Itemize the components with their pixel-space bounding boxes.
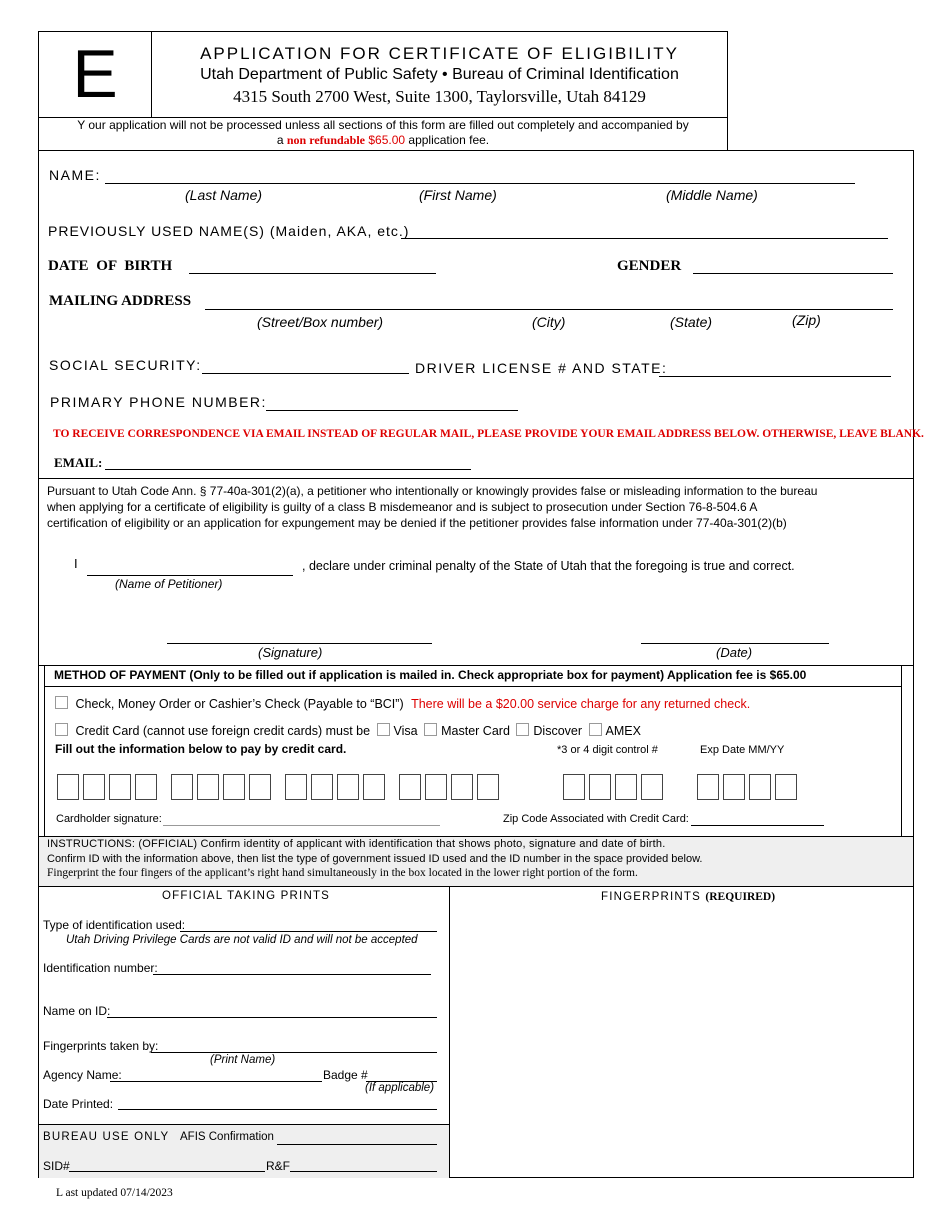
official-header: OFFICIAL TAKING PRINTS: [162, 890, 331, 902]
payment-header-divider: [44, 686, 902, 687]
control-digit-box[interactable]: [615, 774, 637, 800]
fee-amount: $65.00: [368, 133, 406, 147]
card-digit-box[interactable]: [451, 774, 473, 800]
agency-name-label: Agency Name:: [43, 1068, 122, 1082]
exp-digit-box[interactable]: [775, 774, 797, 800]
afis-input[interactable]: [277, 1144, 437, 1145]
declaration-statement: , declare under criminal penalty of the State of Utah that the foregoing is true and correct.: [302, 559, 795, 573]
declaration-i: I: [74, 556, 78, 571]
credit-card-instruction: Fill out the information below to pay by credit card.: [55, 742, 347, 756]
id-validity-note: Utah Driving Privilege Cards are not valid ID and will not be accepted: [66, 934, 418, 946]
card-digit-box[interactable]: [363, 774, 385, 800]
print-name-caption: (Print Name): [210, 1054, 276, 1066]
card-digit-box[interactable]: [337, 774, 359, 800]
check-checkbox[interactable]: [55, 696, 68, 709]
id-number-label: Identification number:: [43, 961, 158, 975]
check-option[interactable]: Check, Money Order or Cashier’s Check (Payable to “BCI”) There will be a $20.00 service charge for any returned check.: [55, 696, 750, 711]
control-number-label: *3 or 4 digit control #: [557, 744, 658, 756]
name-label: NAME:: [49, 167, 101, 183]
previous-names-input[interactable]: [401, 238, 888, 239]
non-refundable-text: non refundable: [286, 133, 366, 147]
card-digit-box[interactable]: [477, 774, 499, 800]
mailing-address-label: MAILING ADDRESS: [49, 293, 192, 309]
driver-license-input[interactable]: [659, 376, 891, 377]
fingerprints-box[interactable]: [449, 886, 914, 1178]
badge-label: Badge #: [323, 1068, 368, 1082]
id-number-input[interactable]: [153, 974, 431, 975]
discover-checkbox[interactable]: [516, 723, 529, 736]
exp-date-label: Exp Date MM/YY: [700, 744, 785, 756]
card-digit-box[interactable]: [425, 774, 447, 800]
credit-card-zip-label: Zip Code Associated with Credit Card:: [503, 813, 689, 825]
driver-license-label: DRIVER LICENSE # AND STATE:: [415, 360, 668, 376]
signature-caption: (Signature): [258, 645, 323, 660]
previous-names-label: PREVIOUSLY USED NAME(S) (Maiden, AKA, etc.): [48, 223, 410, 239]
name-on-id-label: Name on ID:: [43, 1004, 111, 1018]
id-type-label: Type of identification used:: [43, 918, 186, 932]
card-digit-box[interactable]: [197, 774, 219, 800]
petitioner-caption: (Name of Petitioner): [115, 577, 223, 591]
email-notice: TO RECEIVE CORRESPONDENCE VIA EMAIL INSTEAD OF REGULAR MAIL, PLEASE PROVIDE YOUR EMAIL ADDRESS BELOW. OTHERWISE, LEAVE BLANK.: [53, 428, 924, 440]
street-caption: (Street/Box number): [257, 314, 384, 330]
cardholder-signature-input[interactable]: [163, 825, 440, 826]
bureau-use-label: BUREAU USE ONLY: [43, 1131, 170, 1143]
gender-input[interactable]: [693, 273, 893, 274]
state-caption: (State): [670, 314, 713, 330]
fingerprints-required: (REQUIRED): [705, 891, 776, 903]
visa-checkbox[interactable]: [377, 723, 390, 736]
form-letter: E: [72, 36, 118, 112]
mailing-address-input[interactable]: [205, 309, 893, 310]
ssn-input[interactable]: [202, 373, 409, 374]
exp-digit-box[interactable]: [749, 774, 771, 800]
fingerprints-taken-by-input[interactable]: [151, 1052, 437, 1053]
control-digit-box[interactable]: [641, 774, 663, 800]
card-digit-box[interactable]: [57, 774, 79, 800]
email-label: EMAIL:: [54, 455, 103, 470]
control-digit-box[interactable]: [589, 774, 611, 800]
date-printed-input[interactable]: [118, 1109, 437, 1110]
card-digit-box[interactable]: [109, 774, 131, 800]
notice-line-2: a non refundable $65.00 application fee.: [276, 133, 490, 147]
card-digit-box[interactable]: [285, 774, 307, 800]
agency-address: 4315 South 2700 West, Suite 1300, Taylorsville, Utah 84129: [233, 87, 646, 106]
phone-input[interactable]: [266, 410, 518, 411]
credit-card-option[interactable]: Credit Card (cannot use foreign credit cards) must be Visa Master Card Discover AMEX: [55, 723, 641, 738]
date-input[interactable]: [641, 643, 829, 644]
returned-check-warning: There will be a $20.00 service charge for any returned check.: [411, 697, 751, 711]
if-applicable-caption: (If applicable): [365, 1082, 435, 1094]
notice-line-1: Y our application will not be processed unless all sections of this form are filled out completely and accompanied by: [77, 118, 689, 132]
sid-label: SID#: [43, 1159, 70, 1173]
instructions-line-3: Fingerprint the four fingers of the applicant’s right hand simultaneously in the box located in the lower right portion of the form.: [47, 867, 638, 879]
afis-label: AFIS Confirmation: [180, 1131, 274, 1143]
card-digit-box[interactable]: [135, 774, 157, 800]
declaration-line-1: Pursuant to Utah Code Ann. § 77-40a-301(2)(a), a petitioner who intentionally or knowingly provides false or misleading information to the bureau: [47, 484, 818, 498]
rf-label: R&F: [266, 1159, 290, 1173]
card-digit-box[interactable]: [399, 774, 421, 800]
declaration-line-2: when applying for a certificate of eligibility is guilty of a class B misdemeanor and is subject to prosecution under Section 76-8-504.6 A: [47, 500, 758, 514]
exp-digit-box[interactable]: [697, 774, 719, 800]
cardholder-signature-label: Cardholder signature:: [56, 813, 162, 825]
exp-digit-box[interactable]: [723, 774, 745, 800]
gender-label: GENDER: [617, 258, 682, 274]
ssn-label: SOCIAL SECURITY:: [49, 357, 202, 373]
credit-card-zip-input[interactable]: [691, 825, 824, 826]
email-input[interactable]: [105, 469, 471, 470]
amex-checkbox[interactable]: [589, 723, 602, 736]
phone-label: PRIMARY PHONE NUMBER:: [50, 394, 267, 410]
rf-input[interactable]: [290, 1171, 437, 1172]
fingerprints-taken-by-label: Fingerprints taken by:: [43, 1039, 159, 1053]
last-name-caption: (Last Name): [185, 187, 263, 203]
card-digit-box[interactable]: [223, 774, 245, 800]
card-digit-box[interactable]: [311, 774, 333, 800]
name-input[interactable]: [105, 183, 855, 184]
fingerprints-header: FINGERPRINTS (REQUIRED): [601, 891, 776, 903]
petitioner-name-input[interactable]: [87, 575, 293, 576]
last-updated: L ast updated 07/14/2023: [56, 1187, 173, 1199]
agency-name: Utah Department of Public Safety • Bureau of Criminal Identification: [200, 66, 679, 83]
agency-name-input[interactable]: [110, 1081, 322, 1082]
instructions-line-2: Confirm ID with the information above, then list the type of government issued ID used and the ID number in the space provided below.: [47, 853, 703, 865]
card-digit-box[interactable]: [83, 774, 105, 800]
instructions-line-1: INSTRUCTIONS: (OFFICIAL) Confirm identity of applicant with identification that shows photo, signature and date of birth.: [47, 838, 666, 850]
dob-label: DATE OF BIRTH: [48, 258, 173, 274]
city-caption: (City): [532, 314, 566, 330]
dob-input[interactable]: [189, 273, 436, 274]
mastercard-checkbox[interactable]: [424, 723, 437, 736]
card-digit-box[interactable]: [249, 774, 271, 800]
form-title: APPLICATION FOR CERTIFICATE OF ELIGIBILITY: [200, 44, 679, 63]
payment-header: METHOD OF PAYMENT (Only to be filled out if application is mailed in. Check appropriate box for payment) Application fee is $65.00: [54, 668, 807, 682]
declaration-line-3: certification of eligibility or an application for expungement may be denied if the petitioner provides false information under 77-40a-301(2)(b): [47, 516, 787, 530]
card-digit-box[interactable]: [171, 774, 193, 800]
id-type-input[interactable]: [180, 931, 437, 932]
middle-name-caption: (Middle Name): [666, 187, 758, 203]
date-printed-label: Date Printed:: [43, 1097, 114, 1111]
first-name-caption: (First Name): [419, 187, 497, 203]
control-digit-box[interactable]: [563, 774, 585, 800]
signature-input[interactable]: [167, 643, 432, 644]
date-caption: (Date): [716, 645, 753, 660]
sid-input[interactable]: [69, 1171, 265, 1172]
zip-caption: (Zip): [792, 312, 821, 328]
credit-card-checkbox[interactable]: [55, 723, 68, 736]
name-on-id-input[interactable]: [107, 1017, 437, 1018]
